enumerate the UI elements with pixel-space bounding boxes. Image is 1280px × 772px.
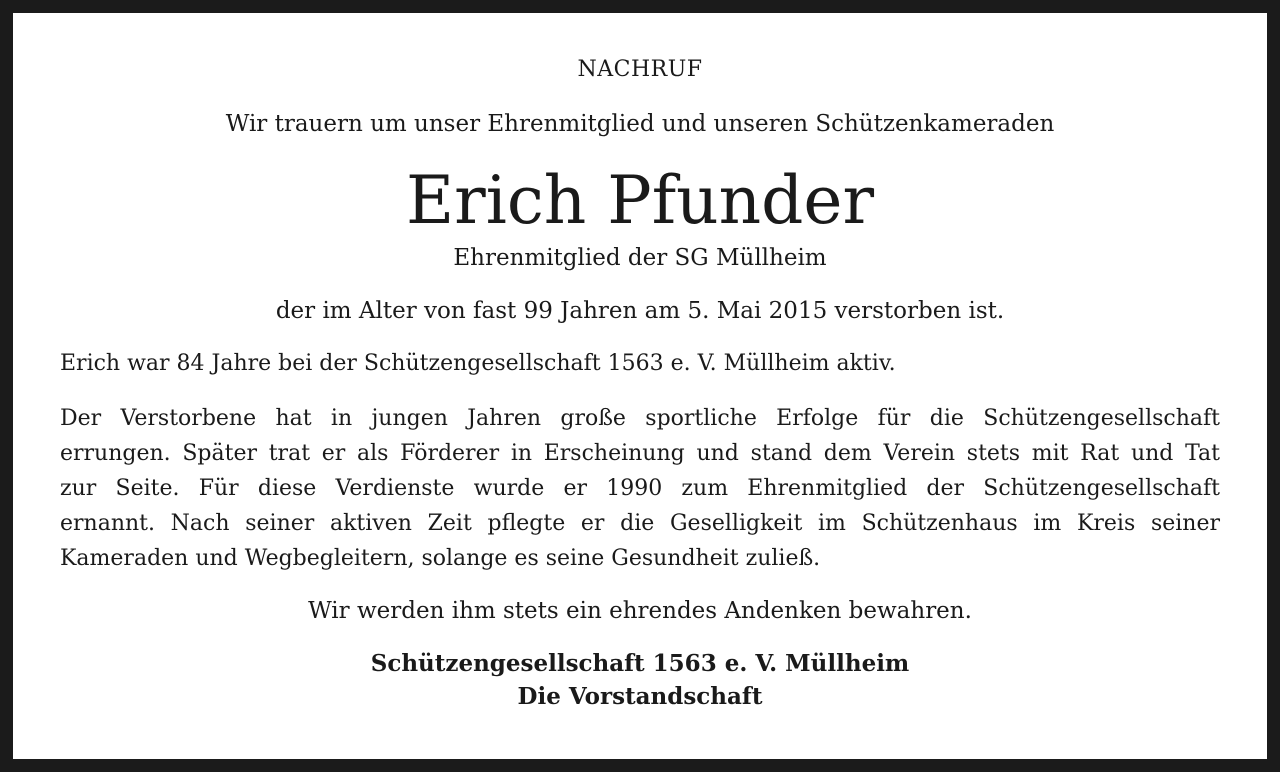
biography-line: Der Verstorbene hat in jungen Jahren große sportliche Erfolge für die Schützengesellschaft bbox=[60, 406, 1220, 431]
closing-line: Wir werden ihm stets ein ehrendes Andenken bewahren. bbox=[308, 598, 972, 624]
signature-board: Die Vorstandschaft bbox=[517, 683, 763, 710]
signature-organization: Schützengesellschaft 1563 e. V. Müllheim bbox=[370, 650, 910, 677]
intro-line: Wir trauern um unser Ehrenmitglied und unseren Schützenkameraden bbox=[225, 111, 1055, 137]
biography-line: Kameraden und Wegbegleitern, solange es seine Gesundheit zuließ. bbox=[60, 546, 821, 571]
biography-line: zur Seite. Für diese Verdienste wurde er 1990 zum Ehrenmitglied der Schützengesellschaft bbox=[60, 476, 1220, 501]
biography-line: errungen. Später trat er als Förderer in Erscheinung und stand dem Verein stets mit Rat und Tat bbox=[60, 441, 1220, 466]
death-line: der im Alter von fast 99 Jahren am 5. Mai 2015 verstorben ist. bbox=[275, 298, 1005, 324]
deceased-role: Ehrenmitglied der SG Müllheim bbox=[453, 245, 827, 271]
deceased-name: Erich Pfunder bbox=[406, 162, 874, 239]
notice-heading: NACHRUF bbox=[577, 57, 703, 82]
paragraph-membership: Erich war 84 Jahre bei der Schützengesellschaft 1563 e. V. Müllheim aktiv. bbox=[60, 351, 896, 376]
paragraph-biography bbox=[60, 401, 1220, 576]
biography-line: ernannt. Nach seiner aktiven Zeit pflegte er die Geselligkeit im Schützenhaus im Kreis seiner bbox=[60, 511, 1220, 536]
obituary-notice bbox=[13, 13, 1267, 759]
